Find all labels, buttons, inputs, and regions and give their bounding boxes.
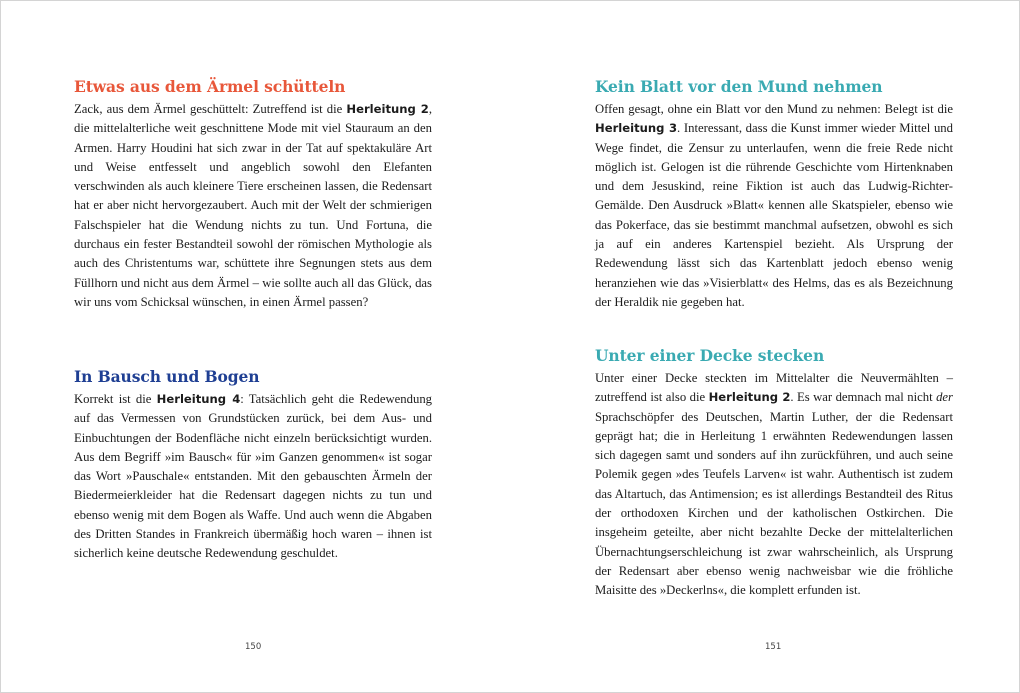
section-decke-stecken (595, 346, 953, 601)
body-text: , die mittelalterliche weit geschnittene Mode mit viel Stauraum an den Armen. Harry Houdini hat sich zwar in der Tat auf spektakuläre Art und Weise entfesselt und angeblich sowohl den Elefanten verschwinden als auch kleinere Tiere erscheinen lassen, die Redensart hat er aber nicht hervorgezaubert. Auch mit der Welt der schmierigen Falschspieler hat die Wendung nichts zu tun. Und Fortuna, die durchaus ein fester Bestandteil sowohl der römischen Mythologie als auch des Christentums war, schüttete ihre Segnungen stets aus dem Füllhorn und nicht aus dem Ärmel – wie sollte auch all das Glück, das wir uns vom Schicksal wünschen, in einen Ärmel passen? (74, 102, 433, 309)
body-text: Korrekt ist die (74, 392, 157, 406)
section-body (595, 100, 953, 312)
section-body (595, 369, 953, 601)
keyword-herleitung: Herleitung 2 (346, 102, 429, 116)
body-text: Sprachschöpfer des Deutschen, Martin Luther, der die Redensart geprägt hat; die in Herleitung 1 erwähnten Redewendungen lassen sich dagegen samt und sonders auf ihn zurückführen, und auch seine Polemik gegen »des Teufels Larven« ist wahr. Authentisch ist zudem das Altartuch, das Antimension; es ist allerdings Bestandteil des Ritus der orthodoxen Kirchen und der katholischen Ostkirchen. Die insgeheim geteilte, aber nicht bezahlte Decke der mittelalterlichen Übernachtungserschleichung ist zwar wahrscheinlich, als Ursprung der Redensart aber ebenso wenig nachweisbar wie die fröhliche Maisitte des »Deckerlns«, die komplett erfunden ist. (595, 409, 953, 598)
body-text: . Es war demnach mal nicht (790, 390, 937, 405)
page-number-left: 150 (245, 642, 262, 652)
keyword-herleitung: Herleitung 2 (708, 390, 791, 405)
section-title: Kein Blatt vor den Mund nehmen (595, 77, 883, 96)
section-title: Unter einer Decke stecken (595, 346, 825, 365)
section-blatt-mund (595, 77, 953, 312)
keyword-herleitung: Herleitung 4 (156, 392, 241, 406)
body-text: Offen gesagt, ohne ein Blatt vor den Mund zu nehmen: Belegt ist die (595, 102, 953, 116)
emphasis-der: der (936, 390, 953, 405)
section-title: In Bausch und Bogen (74, 367, 260, 386)
keyword-herleitung: Herleitung 3 (595, 121, 678, 136)
section-title: Etwas aus dem Ärmel schütteln (74, 77, 346, 96)
body-text: : Tatsächlich geht die Redewendung auf das Vermessen von Grundstücken zurück, bei dem Aus- und Einbuchtungen der Bodenfläche nicht einzeln berücksichtigt wurden. Aus dem Begriff »im Bausch« für »im Ganzen genommen« ist sogar das Wort »Pauschale« entstanden. Mit den gebauschten Ärmeln der Biedermeierkleider hat die Redensart dagegen nichts zu tun und ebenso wenig mit dem Bogen als Waffe. Und auch wenn die Abgaben des Dritten Standes in Frankreich übermäßig hoch waren – ihnen ist sicherlich keine deutsche Redewendung geschuldet. (74, 392, 433, 561)
section-aermel (74, 77, 432, 312)
body-text: Unter einer Decke steckten im Mittelalter die Neuvermählten – zutreffend ist also die (595, 371, 953, 405)
page-number-right: 151 (765, 642, 782, 652)
body-text: Zack, aus dem Ärmel geschüttelt: Zutreffend ist die (74, 102, 347, 116)
section-body (74, 390, 432, 564)
section-body (74, 100, 432, 312)
body-text: . Interessant, dass die Kunst immer wieder Mittel und Wege findet, die Zensur zu unterlaufen, wenn die freie Rede nicht möglich ist. Gelogen ist die rührende Geschichte vom Hirtenknaben und dem Jesuskind, reine Fiktion ist auch das Ludwig-Richter-Gemälde. Den Ausdruck »Blatt« kennen alle Skatspieler, ebenso wie das Pokerface, das sie bestimmt manchmal aufsetzen, obwohl es sich ja auf ein anderes Kartenspiel bezieht. Als Ursprung der Redewendung lässt sich das Kartenblatt jedoch ebenso wenig heranziehen wie das »Visierblatt« des Helms, das es als Bezeichnung der Heraldik nie gegeben hat. (595, 121, 953, 309)
section-bausch-bogen (74, 367, 432, 564)
